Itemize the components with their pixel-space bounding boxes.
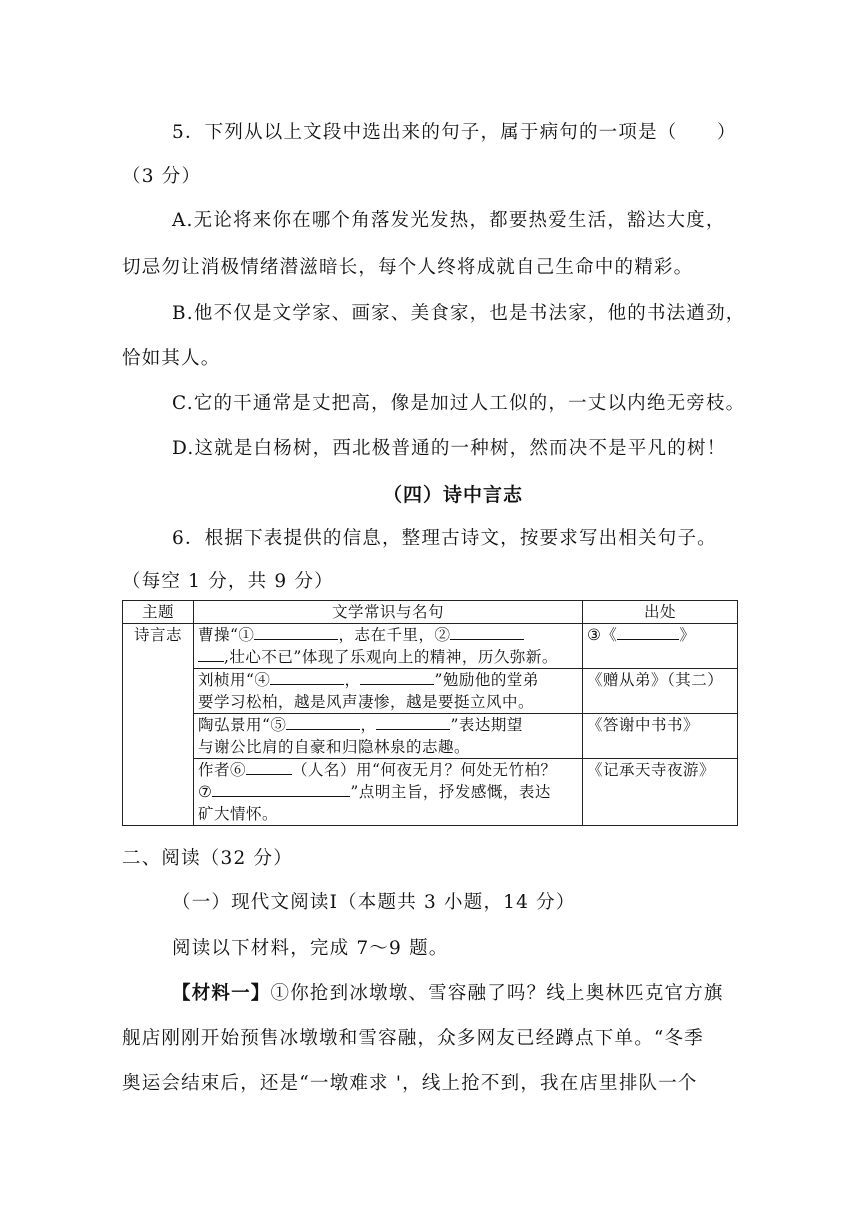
q6-stem: 6．根据下表提供的信息，整理古诗文，按要求写出相关句子。 <box>172 528 717 549</box>
table-row <box>123 624 738 669</box>
table-row <box>123 759 738 826</box>
table-header-row <box>123 601 738 624</box>
theme-cell: 诗言志 <box>123 624 194 826</box>
row4-text-e: 矿大情怀。 <box>198 805 279 823</box>
row1-text-a: 曹操“① <box>198 626 255 644</box>
row4-text-c: ⑦ <box>198 783 213 801</box>
row2-text-d: 要学习松柏，越是风声凄惨，越是要挺立风中。 <box>198 693 535 711</box>
row1-src-a: ③《 <box>587 626 618 644</box>
blank-3[interactable] <box>617 624 679 640</box>
blank-6[interactable] <box>246 759 292 775</box>
row2-content <box>194 669 583 714</box>
row4-text-d: ”点明主旨，抒发感慨，表达 <box>350 783 551 801</box>
material-text-1: ①你抢到冰墩墩、雪容融了吗？线上奥林匹克官方旗 <box>270 983 724 1004</box>
q5-option-d: D.这就是白杨树，西北极普通的一种树，然而决不是平凡的树！ <box>172 438 727 459</box>
table-row <box>123 714 738 759</box>
row1-text-b: ，志在千里，② <box>338 626 451 644</box>
q5-score: （3 分） <box>122 166 202 187</box>
table-row <box>123 669 738 714</box>
header-knowledge: 文学常识与名句 <box>194 601 583 624</box>
row3-text-a: 陶弘景用“⑤ <box>198 716 287 734</box>
blank-1[interactable] <box>254 624 338 640</box>
blank-5[interactable] <box>286 714 360 730</box>
row3-text-d: 与谢公比肩的自豪和归隐林泉的志趣。 <box>198 738 471 756</box>
blank-2-cont[interactable] <box>198 646 224 662</box>
row2-text-b: ， <box>344 671 361 689</box>
q5-option-b-line2: 恰如其人。 <box>122 348 221 369</box>
blank-7[interactable] <box>212 781 350 797</box>
q5-option-a-line2: 切忌勿让消极情绪潜滋暗长，每个人终将成就自己生命中的精彩。 <box>122 257 694 278</box>
row3-source: 《答谢中书书》 <box>583 714 738 759</box>
row4-text-a: 作者⑥ <box>198 761 247 779</box>
section-title: （四）诗中言志 <box>383 484 524 506</box>
poetry-table <box>122 600 738 826</box>
part2-subtitle: （一）现代文阅读Ⅰ（本题共 3 小题，14 分） <box>172 892 576 913</box>
q6-score: （每空 1 分，共 9 分） <box>122 571 334 592</box>
part2-instruction: 阅读以下材料，完成 7～9 题。 <box>172 938 449 959</box>
row3-text-c: ”表达期望 <box>450 716 523 734</box>
row1-content <box>194 624 583 669</box>
row3-text-b: ， <box>360 716 377 734</box>
row2-source: 《赠从弟》（其二） <box>583 669 738 714</box>
blank-4[interactable] <box>270 669 344 685</box>
row3-content <box>194 714 583 759</box>
material-line3: 奥运会结束后，还是“一墩难求 '，线上抢不到，我在店里排队一个 <box>122 1073 698 1094</box>
row4-text-b: （人名）用“何夜无月？何处无竹柏？ <box>292 761 557 779</box>
row1-src-b: 》 <box>679 626 696 644</box>
q5-stem: 5．下列从以上文段中选出来的句子，属于病句的一项是（ ） <box>172 122 737 143</box>
row4-source: 《记承天寺夜游》 <box>583 759 738 826</box>
part2-title: 二、阅读（32 分） <box>122 848 293 869</box>
row1-text-c: ,壮心不已”体现了乐观向上的精神，历久弥新。 <box>224 648 558 666</box>
row2-text-c: ”勉励他的堂弟 <box>434 671 539 689</box>
q5-option-b-line1: B.他不仅是文学家、画家、美食家，也是书法家，他的书法遒劲， <box>172 303 746 324</box>
header-source: 出处 <box>583 601 738 624</box>
header-theme: 主题 <box>123 601 194 624</box>
q5-option-a-line1: A.无论将来你在哪个角落发光发热，都要热爱生活，豁达大度， <box>172 210 726 231</box>
q5-option-c: C.它的干通常是丈把高，像是加过人工似的，一丈以内绝无旁枝。 <box>172 393 746 414</box>
blank-2[interactable] <box>450 624 524 640</box>
row4-content <box>194 759 583 826</box>
blank-5b[interactable] <box>376 714 450 730</box>
blank-4b[interactable] <box>360 669 434 685</box>
material-label: 【材料一】 <box>172 983 271 1004</box>
material-line1 <box>172 979 724 1005</box>
row1-source <box>583 624 738 669</box>
row2-text-a: 刘桢用“④ <box>198 671 271 689</box>
material-line2: 舰店刚刚开始预售冰墩墩和雪容融，众多网友已经蹲点下单。“冬季 <box>122 1028 704 1049</box>
